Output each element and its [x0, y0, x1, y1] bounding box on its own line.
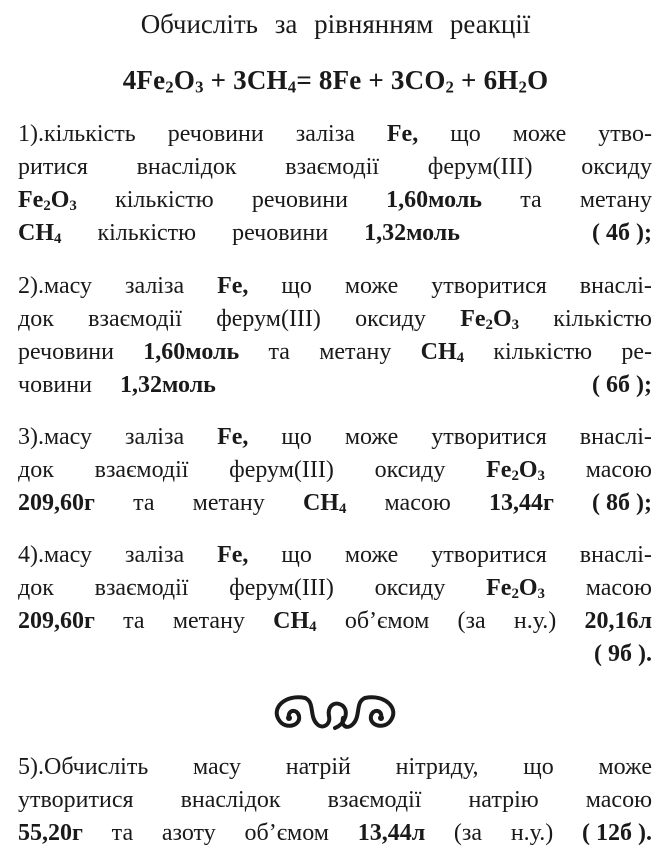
word: утво- — [598, 121, 652, 147]
task-2 — [18, 270, 652, 402]
formula-fe2o3 — [486, 454, 545, 487]
formula-part: O — [518, 457, 538, 483]
word: кількістю — [553, 306, 652, 332]
word: док — [18, 306, 54, 332]
word: що — [281, 424, 312, 450]
task-line — [18, 638, 652, 671]
task-line — [18, 303, 652, 336]
page-title: Обчисліть за рівнянням реакції — [140, 9, 531, 39]
amount-value: 1,60моль — [386, 187, 482, 213]
word: ферум(ІІІ) — [229, 457, 334, 483]
word: (за — [453, 820, 483, 846]
formula-sub: 2 — [43, 197, 51, 214]
word: та — [123, 608, 145, 634]
formula-fe2o3 — [460, 303, 519, 336]
task-line — [18, 217, 652, 250]
word: об’ємом — [344, 608, 430, 634]
eq-coef: 4 — [122, 65, 137, 95]
formula-part: Fe — [18, 187, 44, 213]
formula-ch4 — [18, 217, 61, 250]
formula-sub: 4 — [456, 349, 465, 366]
word: та — [520, 187, 542, 213]
word: та — [111, 820, 134, 846]
word: взаємодії — [94, 457, 189, 483]
eq-sub: 2 — [518, 77, 528, 97]
points-badge: ( 8б ); — [592, 490, 652, 516]
reaction-equation — [0, 62, 671, 98]
formula-part: O — [518, 575, 538, 601]
formula-fe: Fe, — [217, 424, 249, 450]
eq-part: = 8Fe + 3CO — [296, 65, 446, 95]
word: об’ємом — [244, 820, 329, 846]
formula-sub: 4 — [338, 500, 347, 517]
formula-sub: 3 — [537, 585, 545, 602]
word: речовини — [251, 187, 348, 213]
word: речовини — [232, 220, 329, 246]
word: ре- — [621, 339, 652, 365]
formula-part: O — [50, 187, 70, 213]
eq-sub: 2 — [165, 77, 174, 97]
formula-part: CH — [273, 608, 310, 634]
volume-value: 20,16л — [584, 608, 652, 634]
mass-value: 209,60г — [18, 490, 95, 516]
word: оксиду — [355, 306, 426, 332]
eq-ch: CH — [246, 65, 288, 95]
word: 5).Обчисліть — [18, 754, 149, 780]
formula-part: Fe — [460, 306, 486, 332]
word: кількістю — [115, 187, 214, 213]
amount-value: 1,32моль — [120, 372, 216, 398]
word: н.у.) — [510, 820, 554, 846]
eq-o: O — [173, 65, 196, 95]
volume-value: 13,44л — [357, 820, 426, 846]
word: заліза — [124, 424, 185, 450]
task-line — [18, 151, 652, 184]
word: оксиду — [374, 575, 446, 601]
word: 1).кількість — [18, 121, 136, 147]
mass-value: 209,60г — [18, 608, 95, 634]
word: взаємодії — [94, 575, 189, 601]
amount-value: 1,60моль — [143, 339, 240, 365]
word: оксиду — [374, 457, 446, 483]
task-line — [18, 539, 652, 572]
amount-value: 1,32моль — [364, 220, 460, 246]
formula-part: Fe — [486, 457, 512, 483]
word: що — [281, 542, 312, 568]
task-line — [18, 454, 652, 487]
eq-part: + 3 — [203, 65, 247, 95]
eq-sub: 4 — [287, 77, 297, 97]
task-line — [18, 817, 652, 850]
task-line — [18, 572, 652, 605]
word: натрію — [468, 787, 539, 813]
points-badge: ( 4б ); — [591, 220, 652, 246]
word: човини — [18, 372, 92, 398]
formula-fe: Fe, — [217, 273, 249, 299]
word: може — [598, 754, 652, 780]
word: масу — [192, 754, 241, 780]
word: масою — [585, 787, 652, 813]
formula-sub: 2 — [511, 467, 519, 484]
task-line — [18, 487, 652, 520]
word: метану — [172, 608, 245, 634]
mass-value: 55,20г — [18, 820, 83, 846]
eq-part: + 6H — [454, 65, 519, 95]
word: масою — [585, 457, 652, 483]
formula-sub: 4 — [54, 230, 62, 247]
points-badge: ( 6б ); — [592, 372, 652, 398]
task-line — [18, 605, 652, 638]
points-badge: ( 9б ). — [594, 641, 652, 667]
task-4 — [18, 539, 652, 671]
word: масою — [384, 490, 451, 516]
formula-fe: Fe, — [217, 542, 249, 568]
word: метану — [192, 490, 265, 516]
formula-sub: 4 — [309, 618, 317, 635]
task-line — [18, 118, 652, 151]
formula-part: O — [492, 306, 512, 332]
word: може — [344, 424, 399, 450]
word: утворитися — [431, 542, 547, 568]
word: масою — [585, 575, 652, 601]
word: нітриду, — [395, 754, 479, 780]
formula-sub: 3 — [511, 316, 520, 333]
task-line — [18, 784, 652, 817]
task-line — [18, 336, 652, 369]
word: заліза — [295, 121, 355, 147]
word: док — [18, 575, 54, 601]
word: (за — [457, 608, 486, 634]
eq-part: O — [527, 65, 549, 95]
word: 3).масу — [18, 424, 93, 450]
formula-part: Fe — [486, 575, 512, 601]
task-line — [18, 751, 652, 784]
word: речовини — [18, 339, 114, 365]
formula-fe2o3 — [18, 184, 77, 217]
formula-ch4 — [421, 336, 464, 369]
word: ферум(ІІІ) — [427, 154, 533, 180]
word: може — [344, 273, 399, 299]
word: оксиду — [581, 154, 652, 180]
word: 4).масу — [18, 542, 93, 568]
word: може — [512, 121, 567, 147]
word: взаємодії — [285, 154, 380, 180]
word: утворитися — [431, 424, 547, 450]
formula-fe2o3 — [486, 572, 545, 605]
word: н.у.) — [513, 608, 557, 634]
task-1 — [18, 118, 652, 250]
eq-sub: 2 — [445, 77, 455, 97]
formula-sub: 2 — [511, 585, 519, 602]
word: кількістю — [493, 339, 593, 365]
formula-sub: 3 — [537, 467, 545, 484]
formula-fe: Fe, — [386, 121, 419, 147]
word: та — [268, 339, 290, 365]
word: метану — [319, 339, 392, 365]
formula-ch4 — [273, 605, 316, 638]
word: що — [450, 121, 481, 147]
word: ферум(ІІІ) — [229, 575, 334, 601]
eq-fe: Fe — [136, 65, 166, 95]
formula-sub: 2 — [485, 316, 493, 333]
word: 2).масу — [18, 273, 93, 299]
task-3 — [18, 421, 652, 520]
word: док — [18, 457, 54, 483]
word: внаслідок — [180, 787, 281, 813]
word: внаслідок — [136, 154, 237, 180]
mass-value: 13,44г — [488, 490, 554, 516]
formula-part: CH — [420, 339, 457, 365]
word: може — [344, 542, 399, 568]
word: натрій — [285, 754, 351, 780]
word: та — [133, 490, 155, 516]
task-line — [18, 270, 652, 303]
word: утворитися — [18, 787, 134, 813]
word: заліза — [124, 542, 185, 568]
spacer — [244, 369, 564, 402]
points-badge: ( 12б ). — [582, 820, 652, 846]
formula-part: CH — [18, 220, 54, 246]
formula-part: CH — [302, 490, 339, 516]
word: утворитися — [431, 273, 547, 299]
word: ферум(ІІІ) — [216, 306, 321, 332]
word: метану — [579, 187, 652, 213]
task-line — [18, 184, 652, 217]
formula-sub: 3 — [69, 197, 77, 214]
word: взаємодії — [327, 787, 422, 813]
formula-ch4 — [303, 487, 346, 520]
word: ритися — [18, 154, 88, 180]
task-line — [18, 369, 652, 402]
task-line — [18, 421, 652, 454]
decorative-ornament-icon — [265, 690, 405, 738]
word: взаємодії — [88, 306, 182, 332]
word: внаслі- — [579, 273, 652, 299]
word: внаслі- — [579, 424, 652, 450]
word: азоту — [161, 820, 216, 846]
word: кількістю — [97, 220, 197, 246]
word: внаслі- — [579, 542, 652, 568]
task-5 — [18, 751, 652, 850]
word: речовини — [167, 121, 264, 147]
eq-sub: 3 — [195, 77, 204, 97]
word: заліза — [124, 273, 185, 299]
spacer — [496, 217, 556, 250]
word: що — [281, 273, 312, 299]
word: що — [523, 754, 554, 780]
